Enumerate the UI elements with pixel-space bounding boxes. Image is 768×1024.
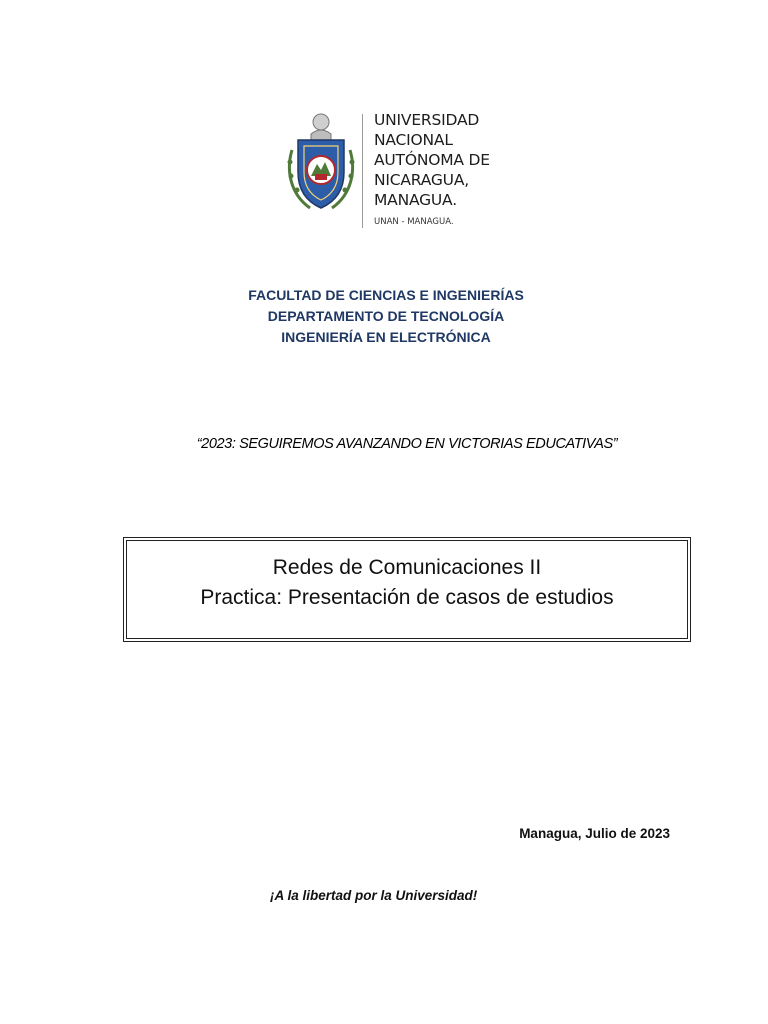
- practice-title: Practica: Presentación de casos de estudios: [200, 586, 614, 609]
- university-abbreviation: UNAN - MANAGUA.: [374, 217, 454, 227]
- title-box-inner: [126, 540, 688, 639]
- university-name-line: AUTÓNOMA DE: [374, 151, 490, 169]
- faculty-heading: [0, 285, 768, 348]
- university-name: [374, 110, 490, 210]
- logo-divider: [362, 114, 363, 228]
- university-name-line: MANAGUA.: [374, 191, 457, 209]
- university-name-line: UNIVERSIDAD: [374, 111, 480, 129]
- faculty-name: FACULTAD DE CIENCIAS E INGENIERÍAS: [248, 287, 524, 303]
- place-date: Managua, Julio de 2023: [519, 826, 670, 841]
- year-motto: “2023: SEGUIREMOS AVANZANDO EN VICTORIAS EDUCATIVAS”: [196, 436, 618, 452]
- program-name: INGENIERÍA EN ELECTRÓNICA: [281, 329, 491, 345]
- university-name-line: NACIONAL: [374, 131, 453, 149]
- university-seal-icon: [284, 110, 358, 214]
- title-box: [123, 537, 691, 642]
- university-logo: [284, 110, 504, 232]
- closing-motto: ¡A la libertad por la Universidad!: [270, 888, 478, 903]
- department-name: DEPARTAMENTO DE TECNOLOGÍA: [267, 308, 505, 324]
- course-title: Redes de Comunicaciones II: [272, 556, 542, 579]
- university-name-line: NICARAGUA,: [374, 171, 469, 189]
